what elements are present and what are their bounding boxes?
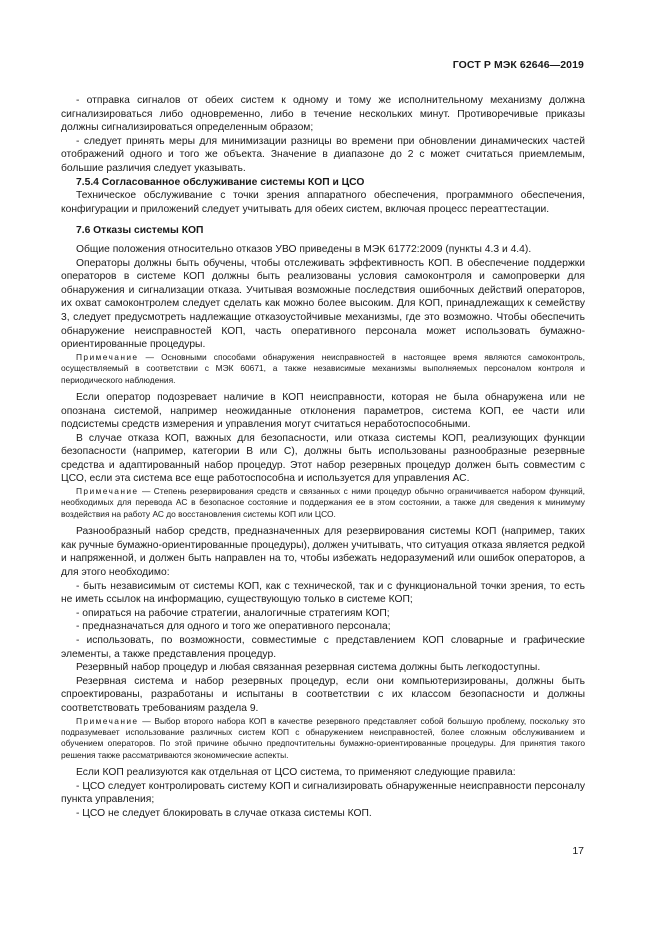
document-body bbox=[61, 94, 585, 821]
note bbox=[61, 486, 585, 520]
note-label: Примечание bbox=[76, 351, 139, 362]
note bbox=[61, 716, 585, 762]
note-label: Примечание bbox=[76, 715, 139, 726]
note-text: — Выбор второго набора КОП в качестве резервного представляет собой большую проблему, поскольку это подразумевает использование различных систем КОП с обнаружением неисправностей, более сложным обслуживанием и обучением операторов. По этой причине обычно предпочтительны бумажно-ориентированные процедуры. Для принятия такого решения также рассматриваются экономические аспекты. bbox=[61, 715, 585, 760]
page-number: 17 bbox=[572, 845, 584, 857]
note bbox=[61, 352, 585, 386]
section-heading: 7.6 Отказы системы КОП bbox=[76, 225, 204, 237]
paragraph: Техническое обслуживание с точки зрения аппаратного обеспечения, программного обеспечения, конфигурации и приложений следует учитывать для обеих систем, включая процесс переаттестации. bbox=[61, 190, 585, 215]
list-item: - ЦСО не следует блокировать в случае отказа системы КОП. bbox=[76, 808, 372, 819]
note-label: Примечание bbox=[76, 486, 139, 497]
list-item: - ЦСО следует контролировать систему КОП и сигнализировать обнаруженные неисправности персоналу пункта управления; bbox=[61, 780, 585, 806]
paragraph: Общие положения относительно отказов УВО приведены в МЭК 61772:2009 (пункты 4.3 и 4.4). bbox=[76, 243, 532, 255]
paragraph: - отправка сигналов от обеих систем к одному и тому же исполнительному механизму должна сигнализироваться либо одновременно, либо в течение нескольких минут. Противоречивые приказы должны сигнализироваться определенным образом; bbox=[61, 95, 585, 134]
paragraph: Разнообразный набор средств, предназначенных для резервирования системы КОП (например, таких как ручные бумажно-ориентированные процедуры), должен учитывать, что ситуация отказа является редкой и напряженной, и должен быть направлен на то, чтобы избежать недоразумений или ошибок операторов, а для этого необходимо: bbox=[61, 526, 585, 579]
paragraph: Резервная система и набор резервных процедур, если они компьютеризированы, должны быть спроектированы, разработаны и испытаны в соответствии с их классом безопасности и должны соответствовать требованиям раздела 9. bbox=[61, 675, 585, 714]
standard-designation: ГОСТ Р МЭК 62646—2019 bbox=[452, 59, 584, 71]
list-item: - быть независимым от системы КОП, как с технической, так и с функциональной точки зрения, то есть не иметь ссылок на информацию, существующую только в системе КОП; bbox=[61, 580, 585, 606]
paragraph: Операторы должны быть обучены, чтобы отслеживать эффективность КОП. В обеспечение поддержки операторов в системе КОП должны быть реализованы условия самоконтроля и самопроверки для обнаружения и сигнализации отказа. Учитывая возможные последствия ошибочных действий операторов, их охват самоконтролем следует сделать как можно более высоким. Для КОП, принадлежащих к семейству 3, следует предусмотреть надлежащие отказоустойчивые механизмы, где это возможно. Чтобы обеспечить обнаружение неисправностей КОП, часть оперативного персонала может использовать бумажно-ориентированные процедуры. bbox=[61, 257, 585, 351]
note-text: — Основными способами обнаружения неисправностей в настоящее время являются самоконтроль, осуществляемый в соответствии с МЭК 60671, а также независимые механизмы выполняемых персоналом контроля и периодического наблюдения. bbox=[61, 351, 585, 385]
paragraph: Если оператор подозревает наличие в КОП неисправности, которая не была обнаружена или не опознана системой, например неожиданные отклонения параметров, система КОП, ее части или подсистемы средств измерения и управления могут считаться неработоспособными. bbox=[61, 391, 585, 431]
paragraph: Если КОП реализуются как отдельная от ЦСО система, то применяют следующие правила: bbox=[76, 767, 516, 779]
paragraph: - следует принять меры для минимизации разницы во времени при обновлении динамических частей отображений одного и того же объекта. Значение в диапазоне до 2 с может считаться приемлемым, большие различия следует указывать. bbox=[61, 135, 585, 174]
list-item: - использовать, по возможности, совместимые с представлением КОП словарные и графические элементы, а также представления процедур. bbox=[61, 635, 585, 660]
list-item: - опираться на рабочие стратегии, аналогичные стратегиям КОП; bbox=[76, 607, 390, 619]
list-item: - предназначаться для одного и того же оперативного персонала; bbox=[76, 621, 391, 633]
note-text: — Степень резервирования средств и связанных с ними процедур обычно ограничивается набором функций, необходимых для перевода АС в безопасное состояние и поддержания ее в этом состоянии, а также для сведения к минимуму воздействия на работу АС до восстановления системы КОП или ЦСО. bbox=[61, 486, 585, 519]
paragraph: Резервный набор процедур и любая связанная резервная система должны быть легкодоступны. bbox=[76, 662, 541, 674]
paragraph: В случае отказа КОП, важных для безопасности, или отказа системы КОП, реализующих функции безопасности (например, категории В или С), должны быть использованы разнообразные резервные средства и адаптированный набор процедур. Этот набор резервных процедур должен быть совместим с ЦСО, если эта система все еще работоспособна и используется для управления АС. bbox=[61, 432, 585, 485]
section-heading: 7.5.4 Согласованное обслуживание системы КОП и ЦСО bbox=[76, 176, 365, 188]
